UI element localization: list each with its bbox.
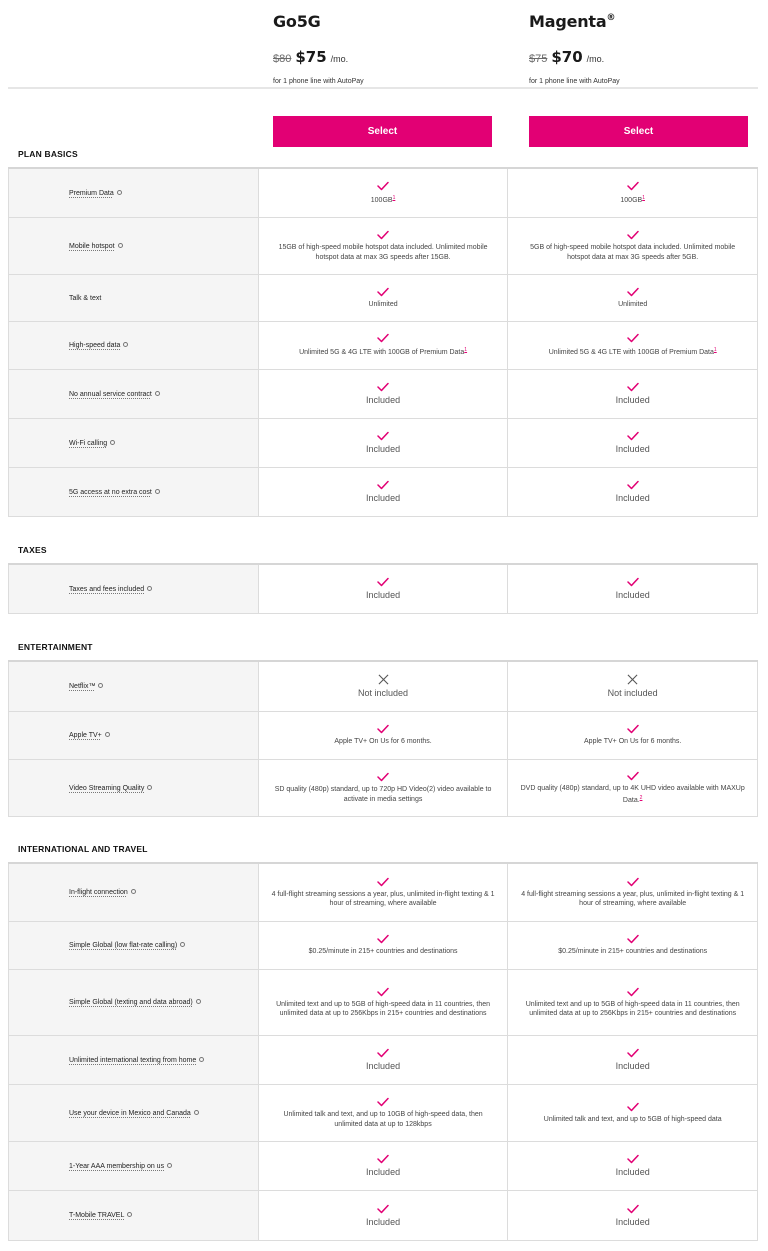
check-icon (627, 287, 639, 297)
check-icon (377, 480, 389, 490)
info-icon[interactable] (155, 489, 160, 494)
feature-row-apple-tv (8, 711, 758, 759)
feature-label[interactable] (69, 1160, 172, 1173)
info-icon[interactable] (199, 1057, 204, 1062)
check-icon (627, 724, 639, 734)
value-cell-go5g (259, 1085, 509, 1141)
section-table-taxes (8, 563, 758, 614)
value-text: Included (366, 1061, 401, 1071)
feature-label[interactable] (69, 782, 152, 795)
feature-row-use-your-device-in-mexico-and-canada (8, 1084, 758, 1141)
value-text: $100GB^1$ (370, 194, 396, 204)
plan-header (0, 0, 768, 90)
feature-label-text: Video Streaming Quality (69, 784, 145, 792)
value-cell-go5g (259, 419, 509, 467)
feature-label-text: Use your device in Mexico and Canada (69, 1109, 191, 1117)
info-icon[interactable] (131, 889, 136, 894)
value-text: Included (615, 1167, 650, 1177)
feature-label-cell (8, 565, 259, 613)
feature-row-1-year-aaa-membership-on-us (8, 1141, 758, 1190)
feature-label-text: High-speed data (69, 342, 121, 349)
value-text: $0.25/minute in 215+ countries and destinations (558, 948, 708, 956)
feature-label-cell (8, 218, 259, 274)
value-cell-magenta (508, 419, 758, 467)
value-cell-magenta (508, 565, 758, 613)
feature-label-cell (8, 419, 259, 467)
feature-label-cell (8, 1036, 259, 1084)
feature-label-cell (8, 1085, 259, 1141)
feature-label[interactable] (69, 339, 128, 352)
value-cell-go5g (259, 218, 509, 274)
old-price: $75 (529, 53, 548, 65)
check-icon (627, 230, 639, 240)
value-cell-magenta (508, 662, 758, 711)
value-text: Unlimited 5G & 4G LTE with 100GB of Premium Data$^1$ (548, 347, 717, 357)
value-cell-magenta (508, 218, 758, 274)
feature-label-cell (8, 1142, 259, 1190)
value-cell-go5g (259, 1036, 509, 1084)
feature-row-high-speed-data (8, 321, 758, 369)
feature-label-text: Simple Global (low flat-rate calling) (69, 942, 178, 949)
value-text: Unlimited text and up to 5GB of high-speed data in 11 countries, then unlimited data at up to 256Kbps in 215+ countries and destinations (276, 1000, 491, 1017)
value-cell-magenta (508, 1191, 758, 1240)
check-icon (377, 1048, 389, 1058)
feature-label-text: T-Mobile TRAVEL (69, 1212, 125, 1219)
value-text: Unlimited text and up to 5GB of high-speed data in 11 countries, then unlimited data at up to 256Kbps in 215+ countries and destinations (525, 1000, 740, 1017)
value-text: 4 full-flight streaming sessions a year, plus, unlimited in-flight texting & 1 hour of streaming, where available (521, 890, 745, 907)
feature-label[interactable] (69, 996, 201, 1009)
feature-label-text: Premium Data (69, 189, 114, 197)
value-text: $100GB^1$ (620, 194, 645, 204)
feature-label-text: Wi-Fi calling (69, 439, 108, 447)
value-text: Unlimited talk and text, and up to 10GB of high-speed data, then unlimited data at up to 128kbps (283, 1111, 483, 1128)
value-text: 15GB of high-speed mobile hotspot data included. Unlimited mobile hotspot data at max 3G speeds after 15GB. (278, 244, 488, 261)
price-period: /mo. (330, 54, 349, 64)
check-icon (377, 877, 389, 887)
feature-row-in-flight-connection (8, 864, 758, 921)
value-cell-magenta (508, 275, 758, 321)
check-icon (377, 724, 389, 734)
check-icon (377, 1154, 389, 1164)
check-icon (627, 771, 639, 781)
check-icon (377, 577, 389, 587)
value-text: DVD quality (480p) standard, up to 4K UHD video available with MAXUp Data.$^2$ (520, 785, 745, 804)
value-cell-magenta (508, 760, 758, 816)
feature-label-cell (8, 275, 259, 321)
old-price: $80 (273, 53, 292, 65)
check-icon (627, 431, 639, 441)
feature-row-netflix (8, 662, 758, 711)
value-text: 4 full-flight streaming sessions a year, plus, unlimited in-flight texting & 1 hour of streaming, where available (271, 890, 495, 907)
value-text: Apple TV+ On Us for 6 months. (334, 738, 432, 746)
value-cell-go5g (259, 275, 509, 321)
feature-label-cell (8, 864, 259, 921)
value-cell-magenta (508, 370, 758, 418)
feature-row-simple-global-low-flat-rate-calling (8, 921, 758, 969)
check-icon (627, 1048, 639, 1058)
value-text: Unlimited talk and text, and up to 5GB of high-speed data (543, 1115, 722, 1123)
feature-row-premium-data (8, 169, 758, 217)
feature-label[interactable] (69, 1054, 204, 1067)
check-icon (377, 1204, 389, 1214)
value-text: Unlimited (368, 300, 398, 308)
value-cell-go5g (259, 864, 509, 921)
feature-label[interactable] (69, 486, 160, 499)
price-row (529, 48, 768, 68)
info-icon[interactable] (180, 942, 185, 947)
section-table-plan-basics (8, 167, 758, 517)
check-icon (627, 1154, 639, 1164)
check-icon (377, 287, 389, 297)
info-icon[interactable] (117, 190, 122, 195)
info-icon[interactable] (194, 1110, 199, 1115)
value-cell-magenta (508, 1142, 758, 1190)
plan-price: $70 (551, 48, 583, 66)
feature-row-5g-access-at-no-extra-cost (8, 467, 758, 516)
feature-label-cell (8, 760, 259, 816)
info-icon[interactable] (105, 732, 110, 737)
value-cell-go5g (259, 922, 509, 969)
feature-label[interactable] (69, 1209, 132, 1222)
feature-label-cell (8, 970, 259, 1035)
info-icon[interactable] (127, 1212, 132, 1217)
value-text: Included (366, 590, 401, 600)
feature-row-t-mobile-travel (8, 1190, 758, 1240)
value-text: Included (615, 444, 650, 454)
feature-label-text: 1-Year AAA membership on us (69, 1162, 165, 1170)
value-cell-magenta (508, 1036, 758, 1084)
check-icon (627, 1204, 639, 1214)
section-table-international-and-travel (8, 862, 758, 1241)
feature-label[interactable] (69, 240, 123, 253)
check-icon (377, 987, 389, 997)
check-icon (627, 181, 639, 191)
feature-label (69, 292, 101, 305)
check-icon (377, 333, 389, 343)
plan-card-magenta (529, 12, 768, 85)
value-cell-magenta (508, 322, 758, 369)
price-period: /mo. (586, 54, 605, 64)
value-cell-magenta (508, 468, 758, 516)
value-cell-go5g (259, 565, 509, 613)
feature-label-text: Taxes and fees included (69, 585, 145, 593)
feature-row-unlimited-international-texting-from-home (8, 1035, 758, 1084)
header-divider (8, 87, 758, 89)
check-icon (627, 877, 639, 887)
feature-label-text: Talk & text (69, 294, 102, 302)
footnote-link[interactable]: 1 (713, 347, 717, 354)
feature-label-cell (8, 322, 259, 369)
feature-label-cell (8, 922, 259, 969)
value-cell-go5g (259, 970, 509, 1035)
feature-label-cell (8, 370, 259, 418)
feature-label[interactable] (69, 729, 110, 742)
feature-label-cell (8, 712, 259, 759)
price-row (273, 48, 513, 68)
value-cell-go5g (259, 322, 509, 369)
check-icon (627, 1102, 639, 1112)
info-icon[interactable] (167, 1163, 172, 1168)
feature-label[interactable] (69, 583, 152, 596)
check-icon (377, 181, 389, 191)
value-text: SD quality (480p) standard, up to 720p HD Video(2) video available to activate in media settings (274, 786, 492, 803)
check-icon (377, 431, 389, 441)
section-title-international-and-travel: INTERNATIONAL AND TRAVEL (18, 844, 148, 854)
value-cell-go5g (259, 712, 509, 759)
value-cell-magenta (508, 712, 758, 759)
value-cell-go5g (259, 468, 509, 516)
value-text: Included (615, 493, 650, 503)
feature-label[interactable] (69, 187, 122, 200)
value-cell-magenta (508, 970, 758, 1035)
check-icon (627, 934, 639, 944)
plan-card-go5g (273, 12, 513, 85)
check-icon (377, 772, 389, 782)
select-magenta-button[interactable]: Select (529, 116, 748, 147)
value-text: Included (366, 444, 401, 454)
footnote-link[interactable]: 1 (464, 347, 468, 354)
feature-row-simple-global-texting-and-data-abroad (8, 969, 758, 1035)
feature-row-taxes-and-fees-included (8, 565, 758, 613)
check-icon (627, 577, 639, 587)
value-text: 5GB of high-speed mobile hotspot data included. Unlimited mobile hotspot data at max 3G speeds after 5GB. (530, 244, 736, 261)
check-icon (627, 382, 639, 392)
value-text: Included (366, 1167, 401, 1177)
value-text: Included (366, 1216, 401, 1227)
check-icon (377, 230, 389, 240)
feature-label[interactable] (69, 388, 160, 401)
check-icon (627, 333, 639, 343)
check-icon (377, 1097, 389, 1107)
section-table-entertainment (8, 660, 758, 817)
feature-label-text: No annual service contract (69, 390, 152, 398)
feature-label-cell (8, 468, 259, 516)
info-icon[interactable] (196, 999, 201, 1004)
info-icon[interactable] (118, 243, 123, 248)
value-text: Included (615, 1061, 650, 1071)
section-title-entertainment: ENTERTAINMENT (18, 642, 93, 652)
info-icon[interactable] (147, 785, 152, 790)
value-cell-go5g (259, 169, 509, 217)
footnote-link[interactable]: 1 (642, 194, 645, 201)
value-cell-magenta (508, 169, 758, 217)
cross-icon (627, 674, 638, 685)
plan-name: Go5G (273, 12, 321, 31)
value-text: Not included (607, 688, 658, 698)
info-icon[interactable] (123, 342, 128, 347)
value-cell-go5g (259, 1142, 509, 1190)
feature-label[interactable] (69, 1107, 199, 1120)
value-cell-magenta (508, 1085, 758, 1141)
info-icon[interactable] (98, 683, 103, 688)
info-icon[interactable] (110, 440, 115, 445)
feature-row-no-annual-service-contract (8, 369, 758, 418)
feature-row-wi-fi-calling (8, 418, 758, 467)
feature-label[interactable] (69, 886, 136, 899)
cross-icon (378, 674, 389, 685)
plan-name: Magenta® (529, 12, 616, 31)
price-note: for 1 phone line with AutoPay (273, 78, 364, 85)
check-icon (377, 382, 389, 392)
feature-label-cell (8, 1191, 259, 1240)
feature-label-text: Simple Global (texting and data abroad) (69, 999, 193, 1006)
feature-label-text: Mobile hotspot (69, 242, 115, 250)
select-go5g-button[interactable]: Select (273, 116, 492, 147)
value-cell-go5g (259, 662, 509, 711)
check-icon (627, 987, 639, 997)
price-note: for 1 phone line with AutoPay (529, 78, 620, 85)
value-text: $0.25/minute in 215+ countries and destinations (308, 948, 458, 956)
value-cell-go5g (259, 1191, 509, 1240)
plan-price: $75 (295, 48, 327, 66)
value-cell-go5g (259, 370, 509, 418)
footnote-link[interactable]: 1 (392, 194, 396, 201)
feature-label-text: Netflix™ (69, 683, 96, 690)
feature-label[interactable] (69, 437, 115, 450)
value-text: Apple TV+ On Us for 6 months. (584, 738, 682, 746)
feature-row-video-streaming-quality (8, 759, 758, 816)
feature-label-text: 5G access at no extra cost (69, 488, 152, 496)
value-text: Unlimited (618, 300, 648, 308)
value-text: Unlimited 5G & 4G LTE with 100GB of Premium Data$^1$ (299, 347, 468, 357)
section-title-taxes: TAXES (18, 545, 47, 555)
feature-row-mobile-hotspot (8, 217, 758, 274)
section-title-plan-basics: PLAN BASICS (18, 149, 78, 159)
value-text: Included (366, 493, 401, 503)
value-text: Included (615, 1216, 650, 1227)
value-text: Not included (358, 688, 409, 698)
check-icon (627, 480, 639, 490)
feature-row-talk-text (8, 274, 758, 321)
feature-label-text: In-flight connection (69, 889, 128, 896)
feature-label-text: Apple TV+ (69, 732, 102, 739)
info-icon[interactable] (147, 586, 152, 591)
info-icon[interactable] (155, 391, 160, 396)
feature-label[interactable] (69, 680, 103, 693)
value-cell-go5g (259, 760, 509, 816)
value-text: Included (366, 395, 401, 405)
feature-label[interactable] (69, 939, 185, 952)
value-cell-magenta (508, 864, 758, 921)
value-text: Included (615, 590, 650, 600)
feature-label-text: Unlimited international texting from home (69, 1056, 197, 1064)
feature-label-cell (8, 169, 259, 217)
feature-label-cell (8, 662, 259, 711)
value-text: Included (615, 395, 650, 405)
check-icon (377, 934, 389, 944)
footnote-link[interactable]: 2 (639, 794, 643, 801)
value-cell-magenta (508, 922, 758, 969)
